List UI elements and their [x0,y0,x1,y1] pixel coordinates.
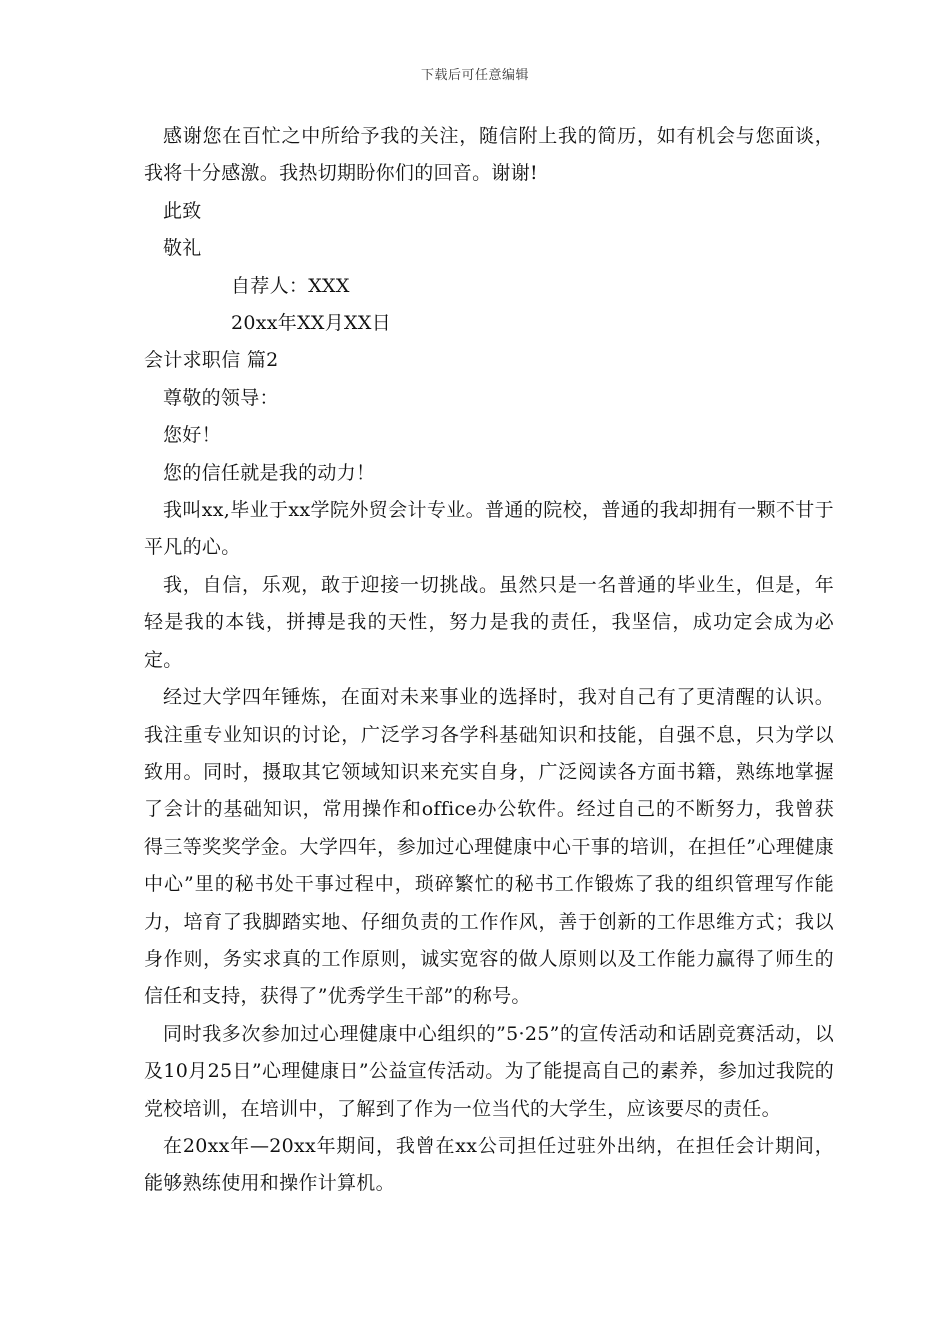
paragraph-closing-thanks: 感谢您在百忙之中所给予我的关注，随信附上我的简历，如有机会与您面谈，我将十分感激。我热切期盼你们的回音。谢谢! [144,125,834,185]
paragraph-activities: 同时我多次参加过心理健康中心组织的”5·25”的宣传活动和话剧竞赛活动，以及10月25日”心理健康日”公益宣传活动。为了能提高自己的素养，参加过我院的党校培训，在培训中，了解到了作为一位当代的大学生，应该要尽的责任。 [144,1022,834,1120]
paragraph-hello: 您好！ [163,424,221,447]
section-title: 会计求职信 篇2 [144,349,279,372]
paragraph-salutation-cizhi: 此致 [163,199,202,222]
paragraph-salutation-jingli: 敬礼 [163,237,202,260]
paragraph-university: 经过大学四年锤炼，在面对未来事业的选择时，我对自己有了更清醒的认识。我注重专业知识的讨论，广泛学习各学科基础知识和技能，自强不息，只为学以致用。同时，摄取其它领域知识来充实自身，广泛阅读各方面书籍，熟练地掌握了会计的基础知识，常用操作和office办公软件。经过自己的不断努力，我曾获得三等奖奖学金。大学四年，参加过心理健康中心干事的培训，在担任”心理健康中心”里的秘书处干事过程中，琐碎繁忙的秘书工作锻炼了我的组织管理写作能力，培育了我脚踏实地、仔细负责的工作作风，善于创新的工作思维方式；我以身作则，务实求真的工作原则，诚实宽容的做人原则以及工作能力赢得了师生的信任和支持，获得了”优秀学生干部”的称号。 [144,686,834,1008]
paragraph-greeting: 尊敬的领导： [163,386,279,409]
paragraph-trust: 您的信任就是我的动力！ [163,461,376,484]
signature-name: 自荐人：XXX [231,274,350,297]
signature-date: 20xx年XX月XX日 [231,312,392,335]
paragraph-intro: 我叫xx,毕业于xx学院外贸会计专业。普通的院校，普通的我却拥有一颗不甘于平凡的心。 [144,499,834,559]
paragraph-confidence: 我，自信，乐观，敢于迎接一切挑战。虽然只是一名普通的毕业生，但是，年轻是我的本钱，拼搏是我的天性，努力是我的责任，我坚信，成功定会成为必定。 [144,573,834,671]
page-header-note: 下载后可任意编辑 [420,68,529,83]
paragraph-experience: 在20xx年—20xx年期间，我曾在xx公司担任过驻外出纳，在担任会计期间，能够熟练使用和操作计算机。 [144,1134,834,1195]
document-body [144,118,834,1203]
